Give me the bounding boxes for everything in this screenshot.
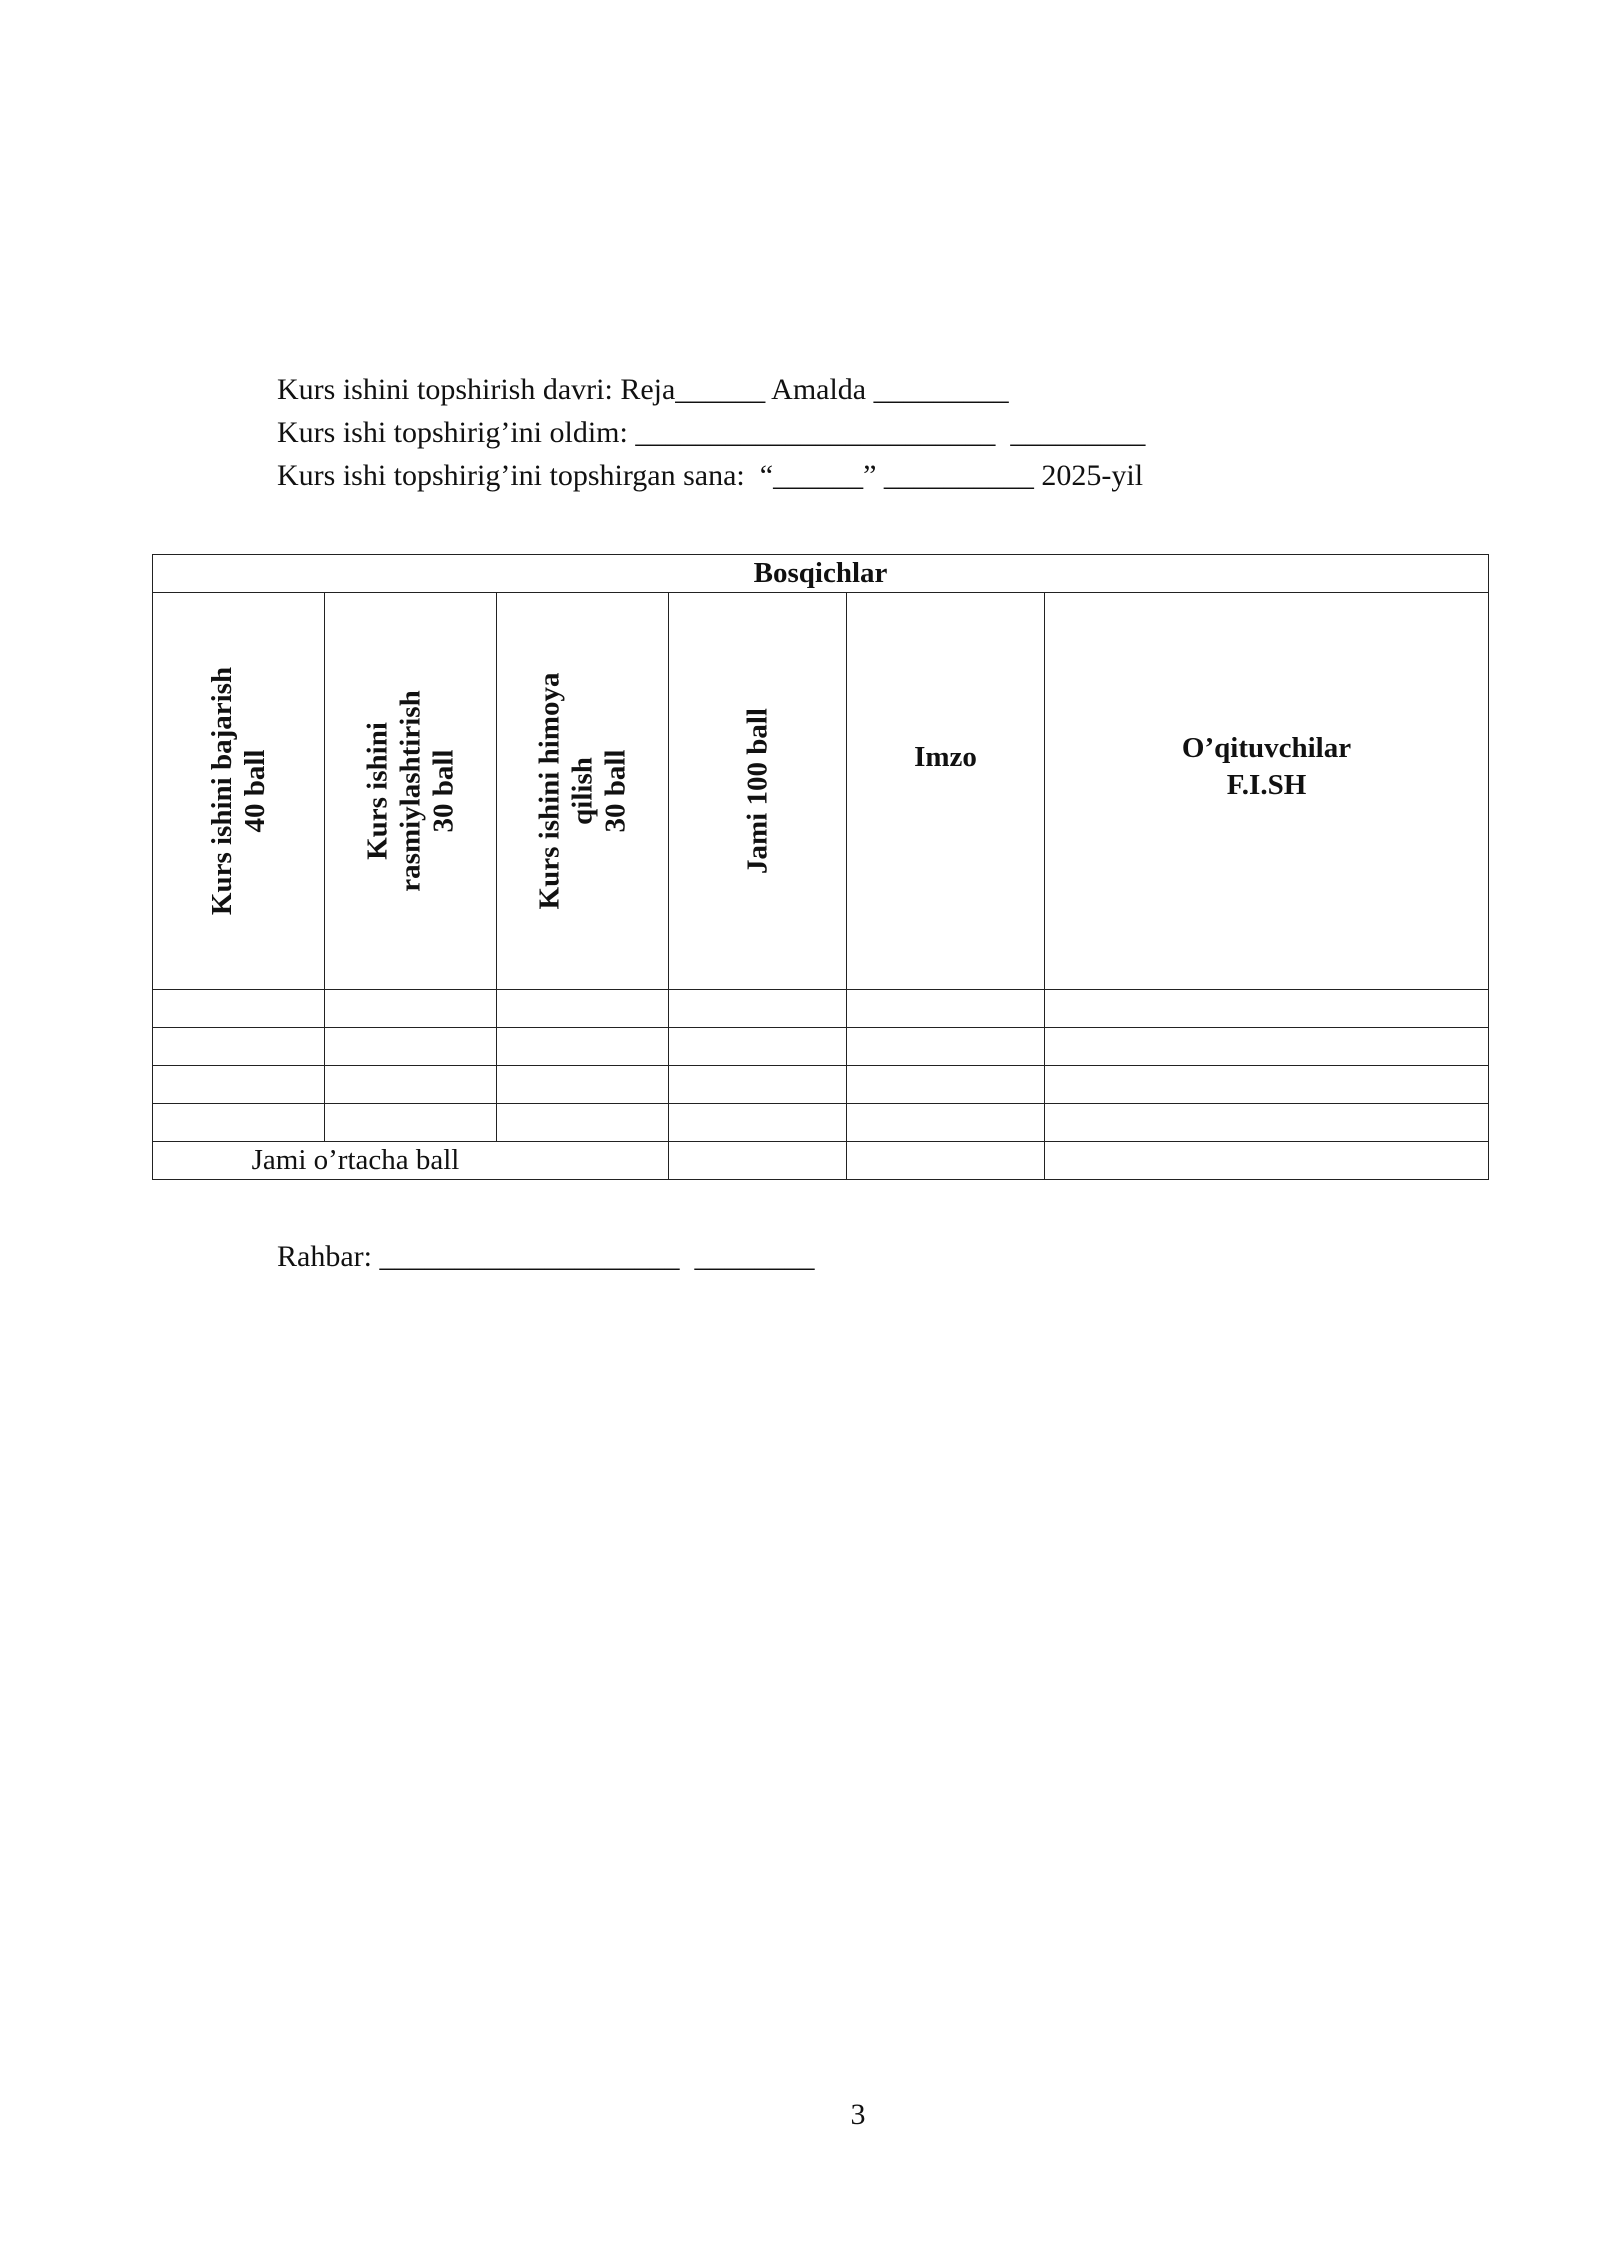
page-number: 3: [850, 2098, 866, 2131]
submission-period-line: Kurs ishini topshirish davri: Reja______ Amalda _________: [277, 373, 1009, 406]
table-cell: [847, 1066, 1045, 1104]
total-row: [153, 1142, 1489, 1180]
column-header-row: [153, 593, 1489, 990]
table-row: [153, 1028, 1489, 1066]
table-row: [153, 1066, 1489, 1104]
table-cell: [497, 990, 669, 1028]
table-cell: [497, 1066, 669, 1104]
column-header: [669, 593, 847, 990]
table-cell: [497, 1104, 669, 1142]
column-header-label: Jami 100 ball: [741, 708, 773, 874]
table-cell: [1045, 1142, 1489, 1180]
table-title: Bosqichlar: [153, 555, 1489, 593]
table-cell: [1045, 1066, 1489, 1104]
table-cell: [847, 1142, 1045, 1180]
table-cell: [847, 990, 1045, 1028]
table-cell: [1045, 990, 1489, 1028]
column-header: [497, 593, 669, 990]
column-header: [847, 593, 1045, 990]
table-cell: [325, 1066, 497, 1104]
table-cell: [153, 1028, 325, 1066]
table-cell: [153, 1066, 325, 1104]
table-row: [153, 1104, 1489, 1142]
table-cell: [1045, 1104, 1489, 1142]
column-header-label: Imzo: [914, 741, 977, 773]
table-title-row: [153, 555, 1489, 593]
table-cell: [847, 1104, 1045, 1142]
column-header-label: Kurs ishini rasmiylashtirish 30 ball: [361, 690, 459, 892]
total-label: Jami o’rtacha ball: [153, 1142, 669, 1180]
column-header-label: O’qituvchilar F.I.SH: [1181, 732, 1352, 801]
table-cell: [1045, 1028, 1489, 1066]
assignment-received-line: Kurs ishi topshirig’ini oldim: ________________________ _________: [277, 416, 1146, 449]
table-row: [153, 990, 1489, 1028]
column-header: [325, 593, 497, 990]
column-header-label: Kurs ishini bajarish 40 ball: [205, 666, 271, 916]
column-header: [1045, 593, 1489, 990]
table-cell: [669, 990, 847, 1028]
column-header-label: Kurs ishini himoya qilish 30 ball: [533, 672, 631, 910]
table-cell: [153, 990, 325, 1028]
table-cell: [847, 1028, 1045, 1066]
table-cell: [669, 1066, 847, 1104]
grading-table: [152, 554, 1489, 1180]
table-cell: [669, 1028, 847, 1066]
table-cell: [325, 1028, 497, 1066]
table-cell: [325, 990, 497, 1028]
table-cell: [669, 1142, 847, 1180]
info-lines: [277, 368, 1145, 497]
table-cell: [669, 1104, 847, 1142]
table-cell: [153, 1104, 325, 1142]
submission-date-line: Kurs ishi topshirig’ini topshirgan sana: “______” __________ 2025-yil: [277, 459, 1144, 492]
supervisor-signature-line: Rahbar: ____________________ ________: [277, 1240, 815, 1273]
table-cell: [497, 1028, 669, 1066]
column-header: [153, 593, 325, 990]
table-cell: [325, 1104, 497, 1142]
